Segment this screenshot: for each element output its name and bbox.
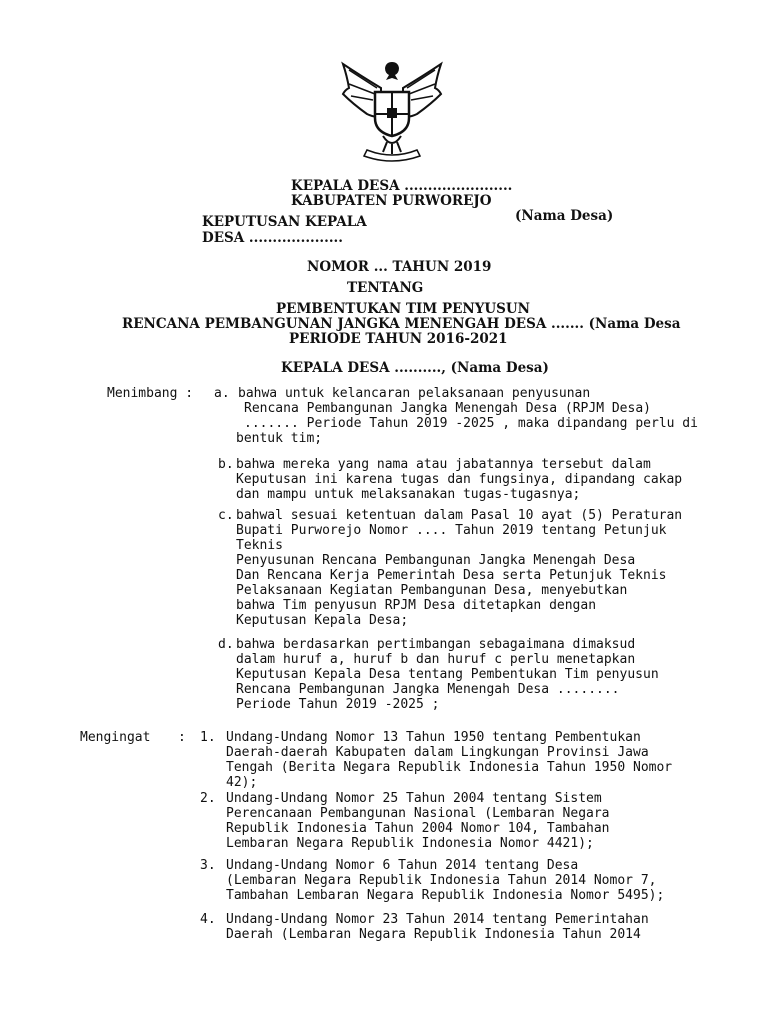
garuda-emblem-icon — [337, 58, 447, 166]
title-line1: PEMBENTUKAN TIM PENYUSUN — [276, 301, 531, 317]
mengingat-1-line: Daerah-daerah Kabupaten dalam Lingkungan Provinsi Jawa — [226, 745, 649, 760]
menimbang-c-line: Pelaksanaan Kegiatan Pembangunan Desa, menyebutkan — [236, 583, 628, 598]
menimbang-marker-d: d. — [218, 637, 234, 652]
menimbang-marker-b: b. — [218, 457, 234, 472]
mengingat-marker-4: 4. — [200, 912, 216, 927]
nama-desa-note: (Nama Desa) — [515, 208, 614, 224]
title-line2: RENCANA PEMBANGUNAN JANGKA MENENGAH DESA ....... (Nama Desa — [122, 316, 681, 332]
menimbang-b-line: bahwa mereka yang nama atau jabatannya tersebut dalam — [236, 457, 651, 472]
keputusan-line1: KEPUTUSAN KEPALA — [202, 214, 367, 230]
mengingat-4-line: Undang-Undang Nomor 23 Tahun 2014 tentang Pemerintahan — [226, 912, 649, 927]
mengingat-3-line: Tambahan Lembaran Negara Republik Indonesia Nomor 5495); — [226, 888, 665, 903]
menimbang-c-line: Dan Rencana Kerja Pemerintah Desa serta Petunjuk Teknis — [236, 568, 667, 583]
mengingat-colon: : — [178, 730, 186, 745]
mengingat-marker-2: 2. — [200, 791, 216, 806]
mengingat-2-line: Undang-Undang Nomor 25 Tahun 2004 tentang Sistem — [226, 791, 602, 806]
menimbang-a-line: Rencana Pembangunan Jangka Menengah Desa (RPJM Desa) — [244, 401, 651, 416]
mengingat-2-line: Perencanaan Pembangunan Nasional (Lembaran Negara — [226, 806, 610, 821]
menimbang-label: Menimbang : — [107, 386, 194, 401]
kepala-desa-heading: KEPALA DESA ....................... — [291, 178, 513, 194]
menimbang-d-line: Rencana Pembangunan Jangka Menengah Desa ........ — [236, 682, 620, 697]
mengingat-2-line: Republik Indonesia Tahun 2004 Nomor 104, Tambahan — [226, 821, 610, 836]
menimbang-a-line: bentuk tim; — [236, 431, 323, 446]
menimbang-c-line: bahwa Tim penyusun RPJM Desa ditetapkan dengan — [236, 598, 597, 613]
keputusan-line2: DESA .................... — [202, 230, 343, 246]
menimbang-d-line: dalam huruf a, huruf b dan huruf c perlu menetapkan — [236, 652, 636, 667]
mengingat-4-line: Daerah (Lembaran Negara Republik Indonesia Tahun 2014 — [226, 927, 641, 942]
nomor-heading: NOMOR ... TAHUN 2019 — [307, 259, 492, 275]
menimbang-d-line: Keputusan Kepala Desa tentang Pembentukan Tim penyusun — [236, 667, 659, 682]
kabupaten-heading: KABUPATEN PURWOREJO — [291, 193, 492, 209]
mengingat-label: Mengingat — [80, 730, 151, 745]
menimbang-c-line: Teknis — [236, 538, 283, 553]
menimbang-c-line: bahwal sesuai ketentuan dalam Pasal 10 ayat (5) Peraturan — [236, 508, 683, 523]
mengingat-2-line: Lembaran Negara Republik Indonesia Nomor 4421); — [226, 836, 594, 851]
tentang-heading: TENTANG — [347, 280, 424, 296]
mengingat-1-line: Undang-Undang Nomor 13 Tahun 1950 tentang Pembentukan — [226, 730, 641, 745]
menimbang-c-line: Bupati Purworejo Nomor .... Tahun 2019 tentang Petunjuk — [236, 523, 667, 538]
mengingat-3-line: Undang-Undang Nomor 6 Tahun 2014 tentang Desa — [226, 858, 579, 873]
kepala-desa-subheading: KEPALA DESA .........., (Nama Desa) — [281, 360, 549, 376]
menimbang-b-line: dan mampu untuk melaksanakan tugas-tugasnya; — [236, 487, 581, 502]
menimbang-marker-c: c. — [218, 508, 234, 523]
menimbang-marker-a: a. — [214, 386, 230, 401]
menimbang-d-line: Periode Tahun 2019 -2025 ; — [236, 697, 440, 712]
menimbang-a-line: bahwa untuk kelancaran pelaksanaan penyusunan — [238, 386, 591, 401]
title-line3: PERIODE TAHUN 2016-2021 — [289, 331, 508, 347]
mengingat-1-line: 42); — [226, 775, 258, 790]
menimbang-d-line: bahwa berdasarkan pertimbangan sebagaimana dimaksud — [236, 637, 636, 652]
mengingat-marker-1: 1. — [200, 730, 216, 745]
mengingat-marker-3: 3. — [200, 858, 216, 873]
menimbang-c-line: Penyusunan Rencana Pembangunan Jangka Menengah Desa — [236, 553, 636, 568]
menimbang-c-line: Keputusan Kepala Desa; — [236, 613, 409, 628]
mengingat-1-line: Tengah (Berita Negara Republik Indonesia Tahun 1950 Nomor — [226, 760, 673, 775]
menimbang-b-line: Keputusan ini karena tugas dan fungsinya, dipandang cakap — [236, 472, 683, 487]
mengingat-3-line: (Lembaran Negara Republik Indonesia Tahun 2014 Nomor 7, — [226, 873, 657, 888]
menimbang-a-line: ....... Periode Tahun 2019 -2025 , maka dipandang perlu di — [244, 416, 698, 431]
